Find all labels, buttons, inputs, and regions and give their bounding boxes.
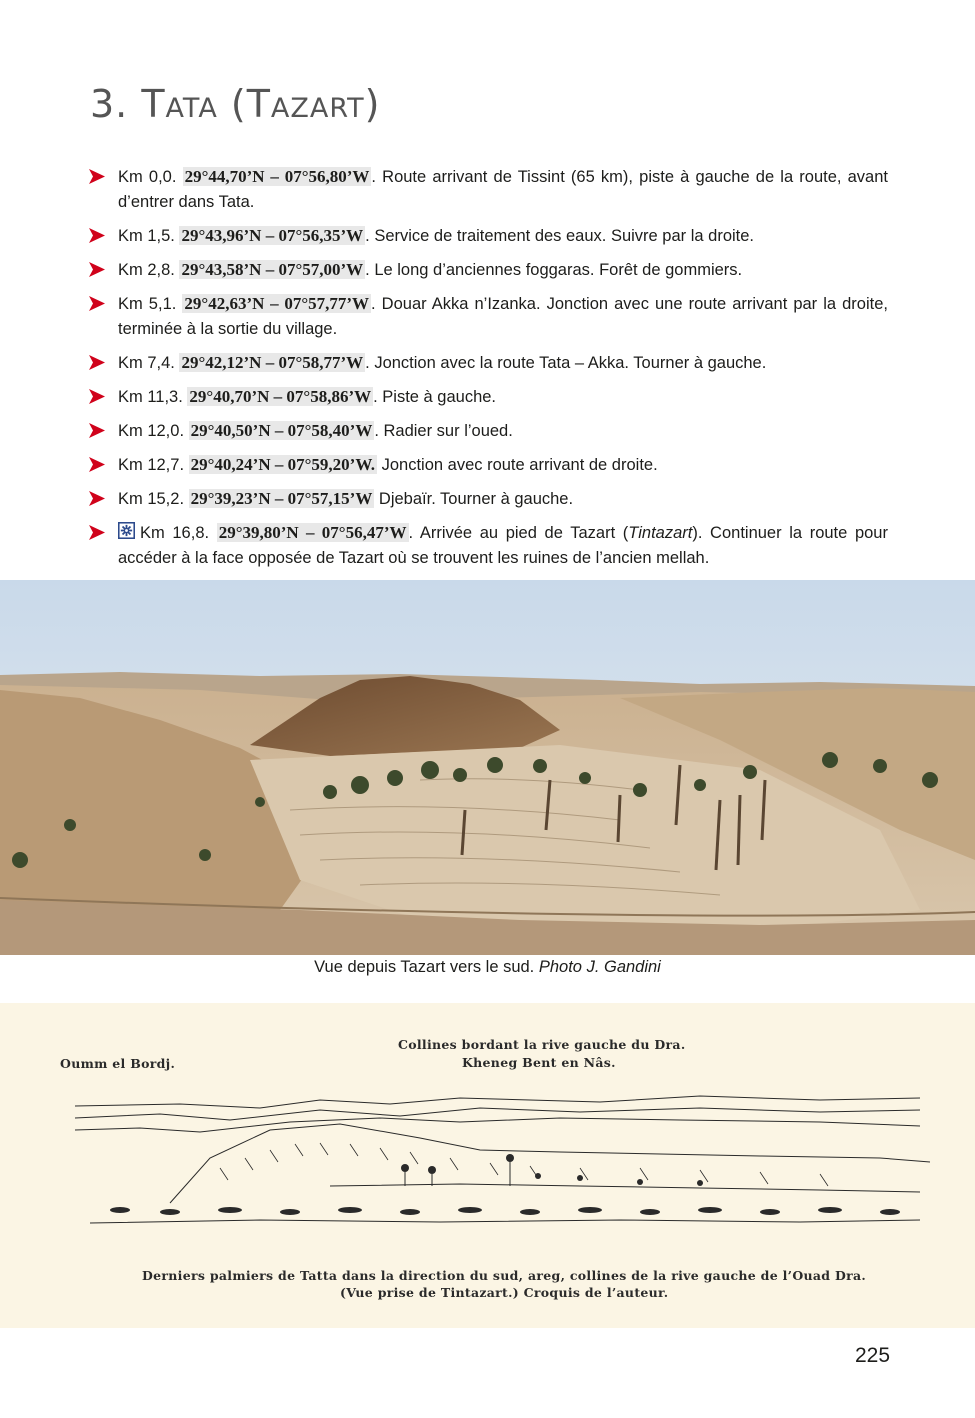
route-km: Km 2,8. xyxy=(118,261,180,279)
route-km: Km 7,4. xyxy=(118,354,180,372)
landscape-photo xyxy=(0,580,975,955)
route-step xyxy=(88,257,888,283)
route-step xyxy=(88,291,888,342)
page-number: 225 xyxy=(855,1344,891,1367)
route-km: Km 12,0. xyxy=(118,422,189,440)
route-step xyxy=(88,223,888,249)
sketch-drawing xyxy=(60,1088,940,1238)
arrow-icon xyxy=(88,456,106,473)
route-step xyxy=(88,164,888,215)
route-step-destination xyxy=(88,520,888,571)
place-name: Tintazart xyxy=(628,524,693,542)
arrow-icon xyxy=(88,295,106,312)
arrow-icon xyxy=(88,524,106,541)
waypoint-icon xyxy=(118,522,135,539)
page-title: 3. Tata (Tazart) xyxy=(90,82,381,126)
caption-text: Vue depuis Tazart vers le sud. xyxy=(314,958,539,976)
route-km: Km 16,8. xyxy=(140,524,217,542)
route-step xyxy=(88,384,888,410)
route-description: . Douar Akka n’Izanka. Jonction avec une route arrivant par la droite, terminée à la sortie du village. xyxy=(118,295,888,338)
gps-coordinate: 29°44,70’N – 07°56,80’W xyxy=(184,167,370,186)
gps-coordinate: 29°42,12’N – 07°58,77’W xyxy=(181,353,364,372)
arrow-icon xyxy=(88,388,106,405)
route-description: . Route arrivant de Tissint (65 km), piste à gauche de la route, avant d’entrer dans Tata. xyxy=(118,168,888,211)
route-description: Djebaïr. Tourner à gauche. xyxy=(374,490,574,508)
gps-coordinate: 29°40,50’N – 07°58,40’W xyxy=(190,421,373,440)
route-description: . Radier sur l’oued. xyxy=(374,422,513,440)
route-step xyxy=(88,486,888,512)
gps-coordinate: 29°40,70’N – 07°58,86’W xyxy=(189,387,372,406)
route-step xyxy=(88,418,888,444)
route-km: Km 5,1. xyxy=(118,295,183,313)
photo-credit: Photo J. Gandini xyxy=(538,958,661,976)
route-description-end: ). Continuer la route pour accéder à la face opposée de Tazart où se trouvent les ruines de l’ancien mellah. xyxy=(118,524,888,567)
route-description: . Jonction avec la route Tata – Akka. Tourner à gauche. xyxy=(365,354,767,372)
route-description: . Service de traitement des eaux. Suivre par la droite. xyxy=(365,227,755,245)
route-km: Km 1,5. xyxy=(118,227,180,245)
route-km: Km 12,7. xyxy=(118,456,189,474)
route-step xyxy=(88,350,888,376)
sketch-label-top-sub: Kheneg Bent en Nâs. xyxy=(462,1055,616,1070)
sketch-caption: Derniers palmiers de Tatta dans la direction du sud, areg, collines de la rive gauche de l’Ouad Dra. xyxy=(142,1268,867,1283)
gps-coordinate: 29°39,80’N – 07°56,47’W xyxy=(218,523,407,542)
gps-coordinate: 29°40,24’N – 07°59,20’W. xyxy=(190,455,376,474)
route-km: Km 11,3. xyxy=(118,388,188,406)
route-description: . Arrivée au pied de Tazart ( xyxy=(408,524,629,542)
sketch-label-top: Collines bordant la rive gauche du Dra. xyxy=(398,1037,686,1052)
arrow-icon xyxy=(88,261,106,278)
historical-sketch xyxy=(0,1003,975,1328)
gps-coordinate: 29°39,23’N – 07°57,15’W xyxy=(190,489,373,508)
route-km: Km 15,2. xyxy=(118,490,189,508)
sketch-label-left: Oumm el Bordj. xyxy=(60,1056,176,1071)
arrow-icon xyxy=(88,168,106,185)
gps-coordinate: 29°42,63’N – 07°57,77’W xyxy=(184,294,370,313)
route-description: . Piste à gauche. xyxy=(373,388,497,406)
arrow-icon xyxy=(88,354,106,371)
route-description: . Le long d’anciennes foggaras. Forêt de gommiers. xyxy=(365,261,743,279)
sketch-caption-credit: (Vue prise de Tintazart.) Croquis de l’auteur. xyxy=(340,1285,669,1300)
route-step xyxy=(88,452,888,478)
photo-caption xyxy=(0,958,975,977)
arrow-icon xyxy=(88,490,106,507)
arrow-icon xyxy=(88,422,106,439)
route-km: Km 0,0. xyxy=(118,168,183,186)
gps-coordinate: 29°43,96’N – 07°56,35’W xyxy=(181,226,364,245)
route-description: Jonction avec route arrivant de droite. xyxy=(377,456,658,474)
gps-coordinate: 29°43,58’N – 07°57,00’W xyxy=(181,260,364,279)
route-list xyxy=(88,164,888,579)
arrow-icon xyxy=(88,227,106,244)
